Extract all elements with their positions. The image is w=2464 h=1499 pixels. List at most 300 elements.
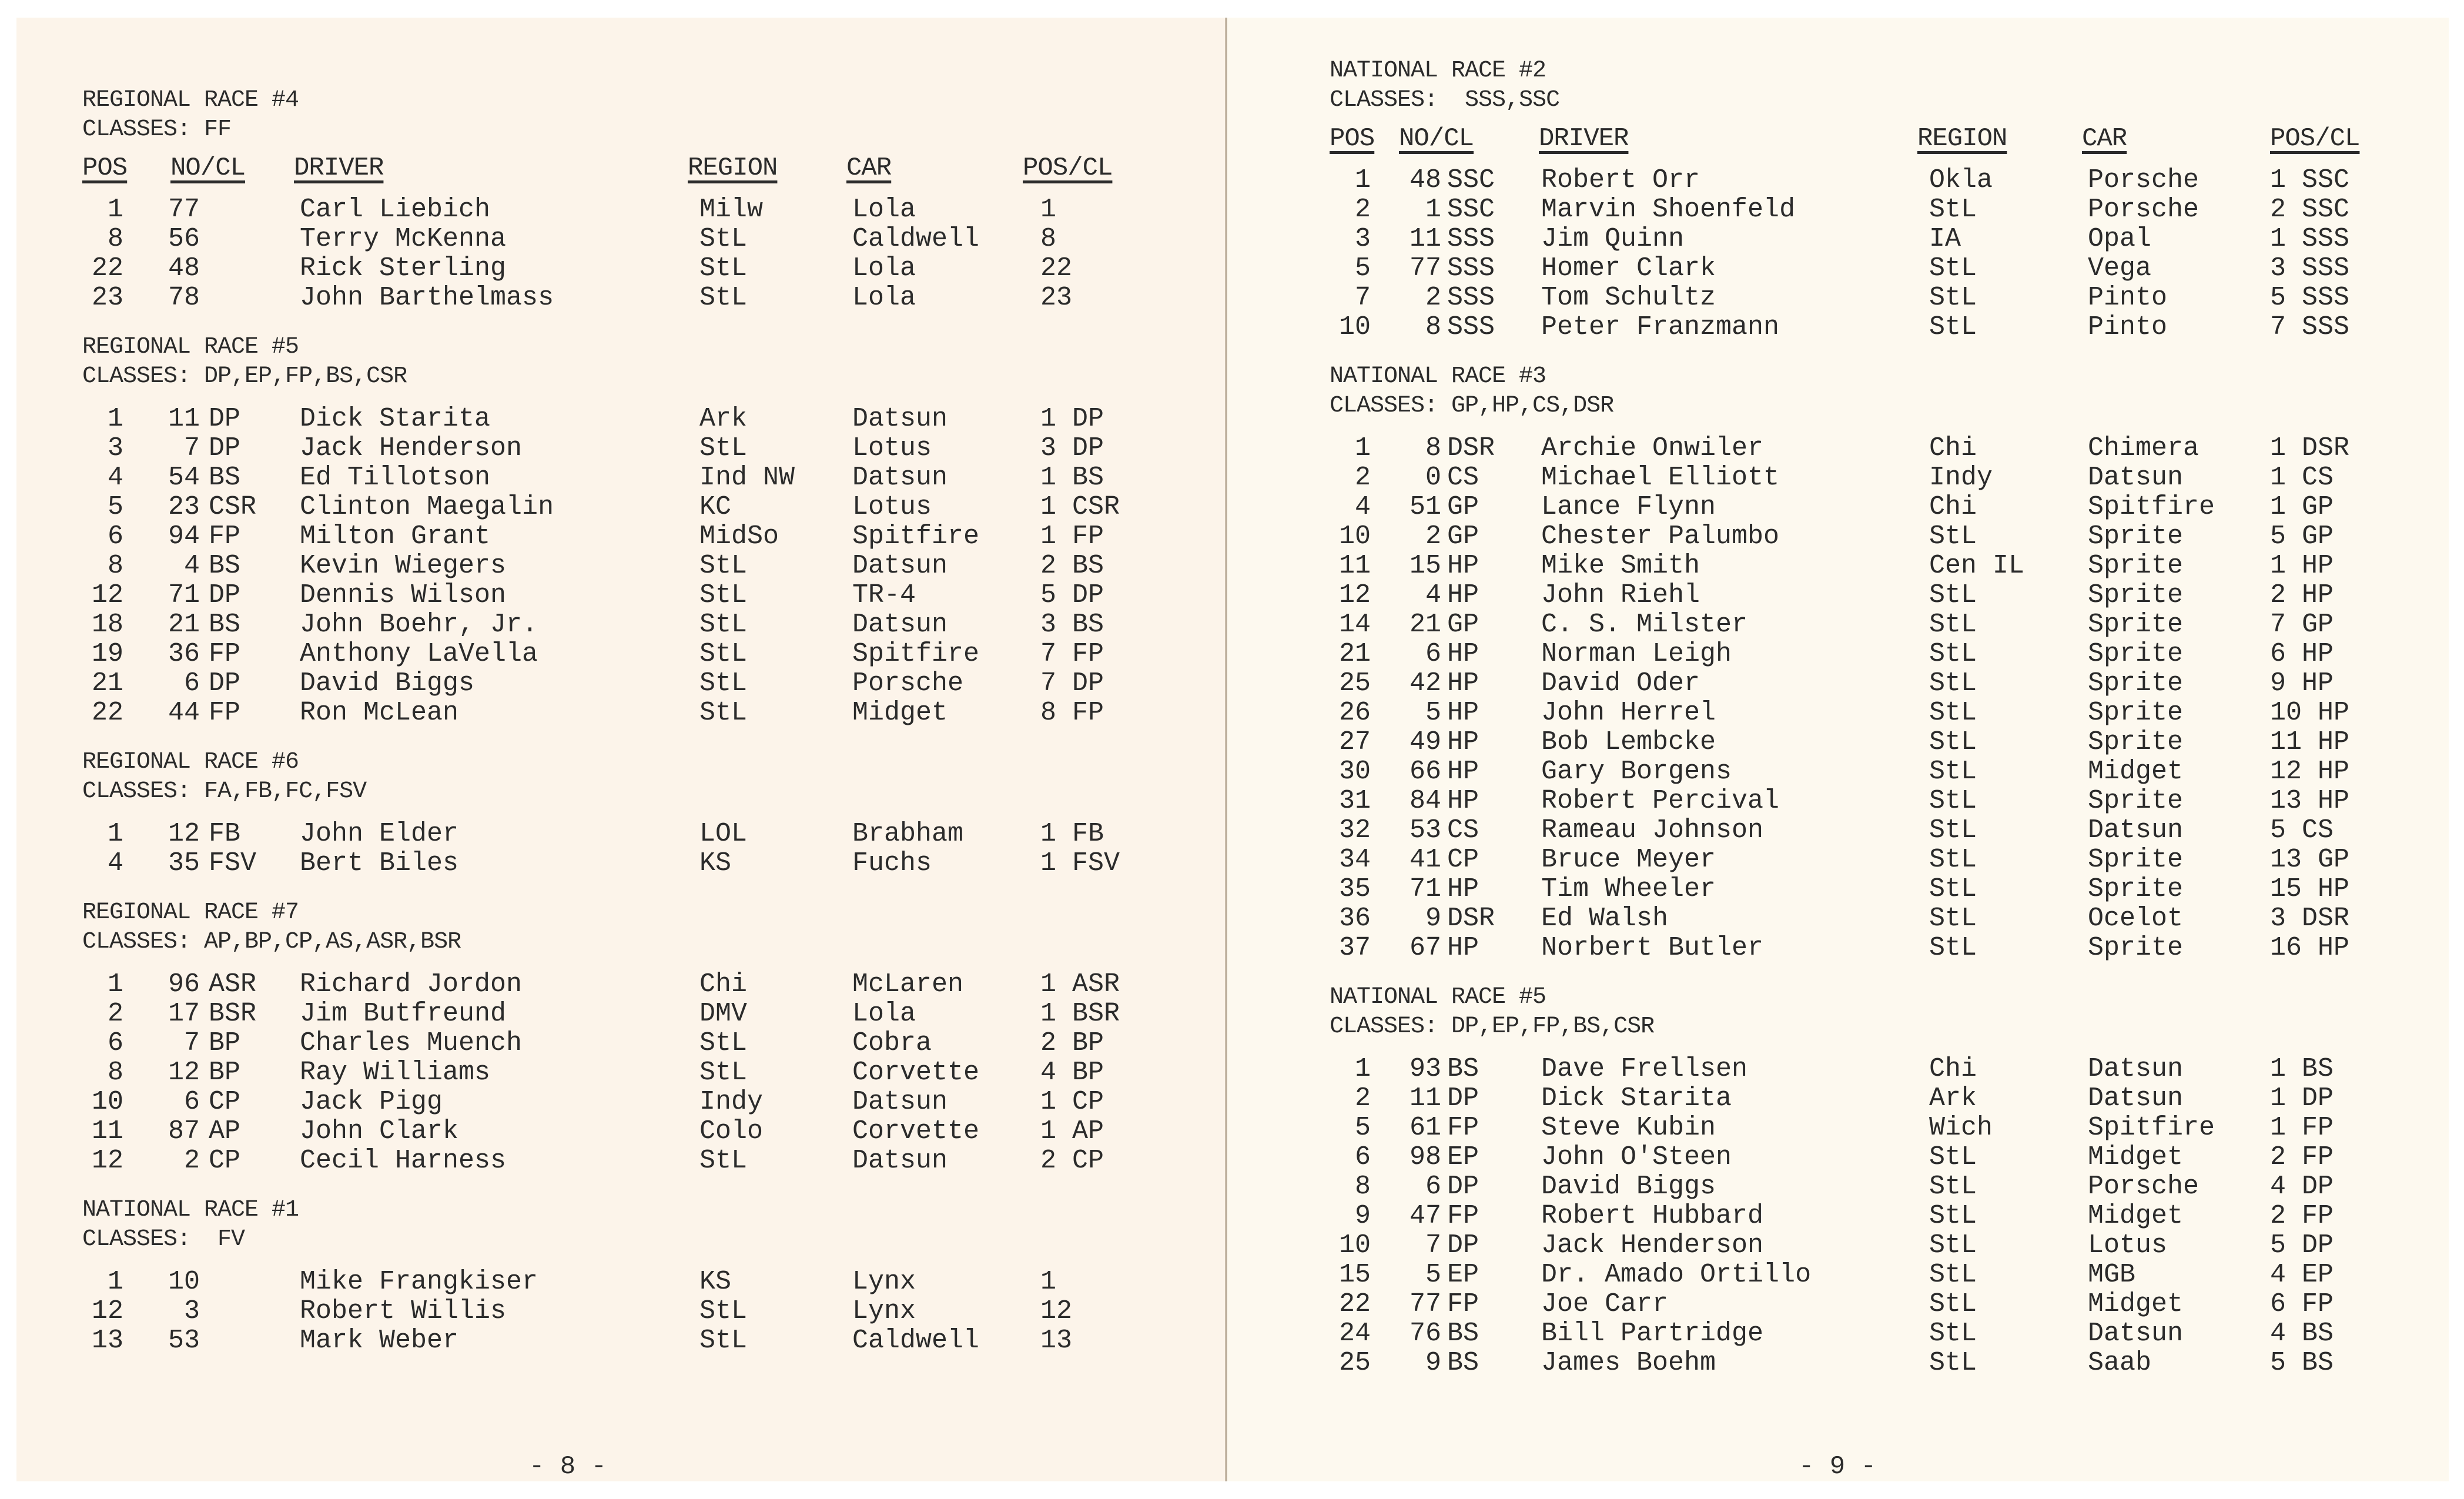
cell-car: Lola (852, 283, 916, 313)
result-row (82, 999, 1199, 1029)
cell-pos-class: 22 (1040, 253, 1073, 283)
cell-driver: David Biggs (300, 668, 475, 698)
result-row (1330, 1290, 2435, 1319)
cell-car: Sprite (2088, 933, 2184, 963)
cell-pos-class: 8 (1040, 224, 1057, 254)
result-row (1330, 845, 2435, 875)
cell-driver: Jim Butfreund (300, 999, 507, 1029)
cell-class: GP (1447, 610, 1479, 640)
cell-class: EP (1447, 1260, 1479, 1290)
cell-car-number: 21 (168, 610, 200, 640)
cell-car-number: 84 (1409, 786, 1441, 816)
cell-class: BS (209, 551, 241, 581)
result-row (82, 1297, 1199, 1326)
cell-car-number: 5 (1425, 1260, 1441, 1290)
cell-region: Ark (699, 404, 748, 434)
cell-pos: 5 (107, 492, 123, 522)
cell-pos: 12 (91, 580, 123, 610)
result-row (1330, 1055, 2435, 1084)
cell-driver: Lance Flynn (1541, 492, 1716, 522)
cell-driver: Robert Willis (300, 1296, 507, 1326)
cell-car: Lola (852, 999, 916, 1029)
column-header-pos: POS (1330, 124, 1375, 153)
race-section (82, 898, 1199, 1196)
cell-pos-class: 5 CS (2270, 815, 2334, 845)
cell-class: FP (1447, 1289, 1479, 1319)
cell-region: StL (699, 283, 748, 313)
cell-class: DP (209, 580, 241, 610)
result-row (82, 1029, 1199, 1058)
cell-driver: Dave Frellsen (1541, 1054, 1748, 1084)
result-row (1330, 728, 2435, 757)
cell-driver: Clinton Maegalin (300, 492, 554, 522)
cell-car: Lynx (852, 1296, 916, 1326)
cell-pos-class: 4 DP (2270, 1172, 2334, 1202)
cell-car: Sprite (2088, 874, 2184, 904)
column-header-driver: DRIVER (1539, 124, 1629, 153)
result-row (1330, 610, 2435, 640)
cell-car-number: 8 (1425, 433, 1441, 463)
cell-region: StL (1929, 874, 1977, 904)
cell-driver: Ed Walsh (1541, 904, 1669, 933)
cell-pos: 6 (1354, 1142, 1371, 1172)
cell-car-number: 78 (168, 283, 200, 313)
cell-pos: 3 (107, 433, 123, 463)
cell-pos-class: 2 FP (2270, 1201, 2334, 1231)
cell-class: DP (209, 668, 241, 698)
cell-pos-class: 1 ASR (1040, 969, 1120, 999)
cell-car-number: 77 (1409, 253, 1441, 283)
result-row (1330, 434, 2435, 463)
column-header-pos-cl: POS/CL (2270, 124, 2360, 153)
cell-car-number: 3 (183, 1296, 200, 1326)
cell-car-number: 4 (1425, 580, 1441, 610)
cell-class: HP (1447, 668, 1479, 698)
cell-region: StL (1929, 312, 1977, 342)
spacer (82, 807, 1199, 819)
cell-region: StL (1929, 580, 1977, 610)
cell-region: StL (699, 639, 748, 669)
result-row (1330, 166, 2435, 195)
cell-pos: 12 (91, 1146, 123, 1176)
cell-pos: 25 (1338, 1348, 1371, 1378)
cell-class: HP (1447, 580, 1479, 610)
cell-class: SSS (1447, 253, 1495, 283)
cell-pos-class: 23 (1040, 283, 1073, 313)
cell-region: KC (699, 492, 732, 522)
cell-car-number: 71 (1409, 874, 1441, 904)
result-row (1330, 1319, 2435, 1349)
cell-car: Datsun (2088, 463, 2184, 493)
cell-region: KS (699, 848, 732, 878)
race-classes: CLASSES: FV (82, 1226, 245, 1253)
result-row (1330, 551, 2435, 581)
result-row (82, 1326, 1199, 1356)
result-row (82, 195, 1199, 225)
cell-car: Pinto (2088, 312, 2168, 342)
cell-class: BSR (209, 999, 257, 1029)
cell-driver: Steve Kubin (1541, 1113, 1716, 1143)
cell-class: ASR (209, 969, 257, 999)
cell-region: StL (699, 668, 748, 698)
cell-driver: C. S. Milster (1541, 610, 1748, 640)
column-headers (82, 153, 1199, 195)
cell-region: Chi (1929, 1054, 1977, 1084)
cell-driver: Rameau Johnson (1541, 815, 1764, 845)
cell-driver: Tom Schultz (1541, 283, 1716, 313)
cell-car: Vega (2088, 253, 2152, 283)
cell-class: CSR (209, 492, 257, 522)
cell-pos-class: 1 CS (2270, 463, 2334, 493)
cell-pos: 22 (91, 253, 123, 283)
cell-pos: 26 (1338, 698, 1371, 728)
cell-pos: 31 (1338, 786, 1371, 816)
result-row (82, 1146, 1199, 1176)
result-row (1330, 1231, 2435, 1260)
cell-car: Datsun (852, 463, 948, 493)
cell-pos-class: 1 DP (1040, 404, 1104, 434)
result-row (1330, 904, 2435, 933)
cell-pos: 4 (107, 848, 123, 878)
cell-driver: Jack Henderson (300, 433, 523, 463)
cell-driver: Robert Percival (1541, 786, 1780, 816)
cell-region: Ind NW (699, 463, 795, 493)
cell-car: Datsun (852, 404, 948, 434)
cell-driver: Norbert Butler (1541, 933, 1764, 963)
cell-class: HP (1447, 551, 1479, 581)
cell-driver: Milton Grant (300, 521, 491, 551)
cell-pos: 1 (107, 819, 123, 849)
cell-region: StL (699, 1296, 748, 1326)
cell-driver: John Clark (300, 1116, 459, 1146)
cell-car-number: 48 (1409, 165, 1441, 195)
cell-class: SSC (1447, 195, 1495, 225)
cell-car-number: 12 (168, 819, 200, 849)
cell-car: Datsun (2088, 1083, 2184, 1113)
cell-pos-class: 1 CSR (1040, 492, 1120, 522)
cell-region: StL (1929, 1289, 1977, 1319)
cell-pos-class: 3 DP (1040, 433, 1104, 463)
cell-region: Ark (1929, 1083, 1977, 1113)
result-row (82, 1058, 1199, 1088)
result-row (1330, 254, 2435, 283)
cell-pos: 1 (1354, 165, 1371, 195)
cell-pos-class: 1 (1040, 1267, 1057, 1297)
cell-pos: 37 (1338, 933, 1371, 963)
cell-car: Sprite (2088, 698, 2184, 728)
race-classes: CLASSES: DP,EP,FP,BS,CSR (1330, 1013, 1655, 1040)
cell-pos-class: 2 BS (1040, 551, 1104, 581)
column-header-region: REGION (688, 153, 778, 183)
cell-class: BP (209, 1028, 241, 1058)
cell-pos: 30 (1338, 757, 1371, 787)
result-row (82, 1267, 1199, 1297)
result-row (1330, 283, 2435, 313)
result-row (1330, 522, 2435, 551)
cell-class: BP (209, 1058, 241, 1088)
cell-driver: Ray Williams (300, 1058, 491, 1088)
cell-pos: 8 (1354, 1172, 1371, 1202)
race-classes: CLASSES: SSS,SSC (1330, 87, 1560, 113)
cell-driver: John Herrel (1541, 698, 1716, 728)
cell-class: FP (209, 698, 241, 728)
cell-region: Indy (699, 1087, 764, 1117)
cell-pos-class: 1 BSR (1040, 999, 1120, 1029)
cell-car: Sprite (2088, 639, 2184, 669)
cell-class: CP (209, 1087, 241, 1117)
cell-car: Datsun (852, 1087, 948, 1117)
cell-pos: 22 (1338, 1289, 1371, 1319)
cell-pos: 10 (1338, 1230, 1371, 1260)
cell-car: McLaren (852, 969, 964, 999)
cell-region: MidSo (699, 521, 779, 551)
cell-car: Spitfire (2088, 492, 2215, 522)
cell-car-number: 36 (168, 639, 200, 669)
cell-class: FP (1447, 1113, 1479, 1143)
cell-driver: Mike Frangkiser (300, 1267, 538, 1297)
cell-pos-class: 5 BS (2270, 1348, 2334, 1378)
cell-driver: Norman Leigh (1541, 639, 1732, 669)
cell-car: Sprite (2088, 845, 2184, 875)
cell-pos-class: 13 (1040, 1326, 1073, 1356)
result-row (82, 640, 1199, 669)
cell-pos: 32 (1338, 815, 1371, 845)
cell-pos-class: 1 SSC (2270, 165, 2350, 195)
cell-driver: Jack Pigg (300, 1087, 443, 1117)
cell-pos-class: 7 FP (1040, 639, 1104, 669)
cell-car: Datsun (2088, 1319, 2184, 1349)
cell-class: BS (1447, 1348, 1479, 1378)
cell-pos: 2 (1354, 1083, 1371, 1113)
cell-car: MGB (2088, 1260, 2136, 1290)
cell-driver: Bob Lembcke (1541, 727, 1716, 757)
cell-car-number: 6 (1425, 1172, 1441, 1202)
cell-car: Corvette (852, 1058, 980, 1088)
cell-driver: Peter Franzmann (1541, 312, 1780, 342)
cell-car-number: 9 (1425, 1348, 1441, 1378)
race-section (82, 748, 1199, 898)
cell-driver: Robert Hubbard (1541, 1201, 1764, 1231)
cell-driver: John O'Steen (1541, 1142, 1732, 1172)
result-row (1330, 1349, 2435, 1378)
cell-driver: Marvin Shoenfeld (1541, 195, 1796, 225)
result-row (1330, 1113, 2435, 1143)
result-row (82, 522, 1199, 551)
cell-car-number: 11 (168, 404, 200, 434)
cell-car: Porsche (2088, 195, 2199, 225)
result-row (82, 849, 1199, 878)
cell-class: SSS (1447, 224, 1495, 254)
cell-car-number: 77 (1409, 1289, 1441, 1319)
cell-class: SSS (1447, 312, 1495, 342)
cell-car-number: 5 (1425, 698, 1441, 728)
cell-region: StL (1929, 1260, 1977, 1290)
cell-car-number: 23 (168, 492, 200, 522)
cell-pos: 35 (1338, 874, 1371, 904)
cell-pos: 23 (91, 283, 123, 313)
cell-driver: John Elder (300, 819, 459, 849)
cell-class: BS (209, 610, 241, 640)
right-page-results (1330, 56, 2435, 1398)
result-row (1330, 1084, 2435, 1113)
cell-region: Milw (699, 195, 764, 225)
result-row (82, 463, 1199, 493)
cell-driver: Charles Muench (300, 1028, 523, 1058)
cell-pos: 24 (1338, 1319, 1371, 1349)
cell-car-number: 6 (183, 668, 200, 698)
cell-pos: 14 (1338, 610, 1371, 640)
cell-pos: 36 (1338, 904, 1371, 933)
race-section (1330, 362, 2435, 983)
cell-driver: John Barthelmass (300, 283, 554, 313)
cell-region: StL (1929, 757, 1977, 787)
race-classes: CLASSES: FF (82, 116, 232, 143)
page-number-left: - 8 - (529, 1452, 607, 1481)
cell-pos: 1 (1354, 433, 1371, 463)
cell-pos: 2 (1354, 195, 1371, 225)
cell-pos-class: 2 BP (1040, 1028, 1104, 1058)
cell-driver: Mike Smith (1541, 551, 1700, 581)
cell-car-number: 2 (1425, 521, 1441, 551)
cell-car: Sprite (2088, 786, 2184, 816)
cell-region: Indy (1929, 463, 1993, 493)
cell-region: StL (699, 224, 748, 254)
cell-pos: 2 (107, 999, 123, 1029)
cell-class: FB (209, 819, 241, 849)
cell-car-number: 2 (183, 1146, 200, 1176)
cell-car: Midget (2088, 757, 2184, 787)
left-page-results (82, 86, 1199, 1376)
race-classes: CLASSES: DP,EP,FP,BS,CSR (82, 363, 407, 390)
cell-class: CS (1447, 463, 1479, 493)
cell-pos-class: 1 FP (2270, 1113, 2334, 1143)
cell-pos: 2 (1354, 463, 1371, 493)
cell-car-number: 0 (1425, 463, 1441, 493)
cell-car-number: 76 (1409, 1319, 1441, 1349)
cell-car: Spitfire (852, 521, 980, 551)
cell-class: DP (209, 404, 241, 434)
cell-pos-class: 1 GP (2270, 492, 2334, 522)
cell-pos: 1 (107, 1267, 123, 1297)
cell-driver: Anthony LaVella (300, 639, 538, 669)
cell-pos-class: 3 BS (1040, 610, 1104, 640)
cell-car-number: 66 (1409, 757, 1441, 787)
cell-car-number: 4 (183, 551, 200, 581)
column-header-region: REGION (1917, 124, 2007, 153)
cell-car-number: 12 (168, 1058, 200, 1088)
cell-driver: Tim Wheeler (1541, 874, 1716, 904)
page-number-right: - 9 - (1799, 1452, 1877, 1481)
result-row (82, 225, 1199, 254)
cell-car-number: 61 (1409, 1113, 1441, 1143)
cell-region: StL (699, 551, 748, 581)
result-row (82, 283, 1199, 313)
cell-car-number: 56 (168, 224, 200, 254)
cell-class: CP (1447, 845, 1479, 875)
cell-car: Lola (852, 253, 916, 283)
cell-car-number: 21 (1409, 610, 1441, 640)
cell-class: HP (1447, 874, 1479, 904)
cell-class: CP (209, 1146, 241, 1176)
race-title: NATIONAL RACE #2 (1330, 58, 1546, 84)
race-classes: CLASSES: FA,FB,FC,FSV (82, 778, 367, 805)
cell-region: StL (699, 1058, 748, 1088)
result-row (82, 404, 1199, 434)
cell-pos-class: 12 (1040, 1296, 1073, 1326)
cell-pos-class: 6 FP (2270, 1289, 2334, 1319)
cell-car-number: 96 (168, 969, 200, 999)
cell-car: Midget (2088, 1289, 2184, 1319)
cell-pos-class: 7 SSS (2270, 312, 2350, 342)
race-section (82, 1196, 1199, 1376)
cell-car-number: 44 (168, 698, 200, 728)
spacer (1330, 1042, 2435, 1055)
cell-pos-class: 12 HP (2270, 757, 2350, 787)
cell-driver: Gary Borgens (1541, 757, 1732, 787)
cell-driver: Terry McKenna (300, 224, 507, 254)
cell-class: HP (1447, 639, 1479, 669)
cell-pos-class: 1 FB (1040, 819, 1104, 849)
result-row (1330, 1260, 2435, 1290)
cell-region: StL (1929, 195, 1977, 225)
cell-pos: 1 (107, 404, 123, 434)
cell-driver: Cecil Harness (300, 1146, 507, 1176)
cell-region: StL (699, 253, 748, 283)
cell-pos: 12 (91, 1296, 123, 1326)
result-row (1330, 1172, 2435, 1202)
cell-pos-class: 1 AP (1040, 1116, 1104, 1146)
result-row (82, 1088, 1199, 1117)
cell-pos-class: 5 DP (2270, 1230, 2334, 1260)
cell-driver: Dick Starita (1541, 1083, 1732, 1113)
cell-car-number: 67 (1409, 933, 1441, 963)
cell-car: Midget (2088, 1142, 2184, 1172)
cell-car-number: 6 (183, 1087, 200, 1117)
cell-pos: 4 (1354, 492, 1371, 522)
result-row (82, 434, 1199, 463)
cell-class: SSC (1447, 165, 1495, 195)
cell-pos-class: 4 BS (2270, 1319, 2334, 1349)
cell-class: FP (209, 521, 241, 551)
column-header-no-cl: NO/CL (170, 153, 246, 183)
cell-car-number: 9 (1425, 904, 1441, 933)
cell-class: FP (1447, 1201, 1479, 1231)
cell-pos: 11 (91, 1116, 123, 1146)
spacer (1330, 421, 2435, 434)
cell-pos: 10 (91, 1087, 123, 1117)
cell-driver: Bruce Meyer (1541, 845, 1716, 875)
cell-pos-class: 2 FP (2270, 1142, 2334, 1172)
result-row (82, 1117, 1199, 1146)
cell-pos: 34 (1338, 845, 1371, 875)
cell-class: EP (1447, 1142, 1479, 1172)
result-row (82, 551, 1199, 581)
cell-region: StL (699, 433, 748, 463)
cell-class: DP (209, 433, 241, 463)
column-header-no-cl: NO/CL (1399, 124, 1474, 153)
cell-region: StL (699, 580, 748, 610)
result-row (1330, 493, 2435, 522)
cell-driver: Kevin Wiegers (300, 551, 507, 581)
cell-region: Okla (1929, 165, 1993, 195)
cell-pos: 3 (1354, 224, 1371, 254)
race-title: NATIONAL RACE #3 (1330, 363, 1546, 390)
cell-pos: 15 (1338, 1260, 1371, 1290)
cell-class: HP (1447, 933, 1479, 963)
spacer (82, 392, 1199, 404)
cell-pos-class: 2 HP (2270, 580, 2334, 610)
race-classes: CLASSES: GP,HP,CS,DSR (1330, 393, 1614, 419)
